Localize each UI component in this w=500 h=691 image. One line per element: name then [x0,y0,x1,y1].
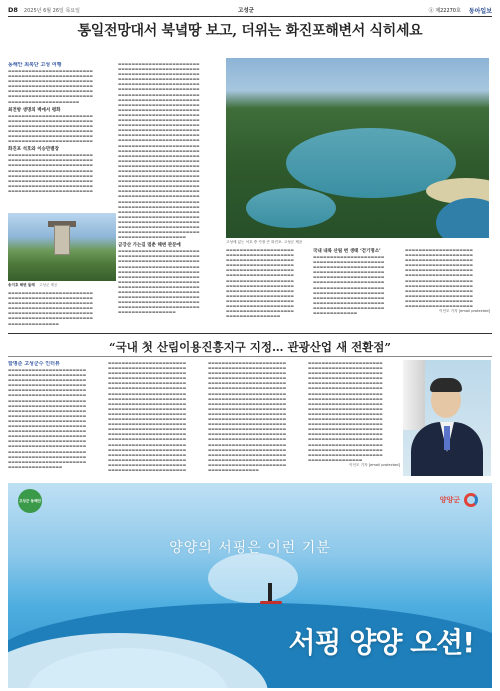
right-byline: 이인모 기자 [email protected] [439,309,490,314]
hwajinpo-lake-photo [226,58,489,238]
page-number: D8 [8,6,18,14]
middle-subhead: 금강산 가는길 멈춘 해변 관문에 [118,243,181,249]
middle-column [118,62,222,332]
left-body-2: ▬▬▬▬▬▬▬▬▬▬▬▬▬▬▬▬▬▬▬▬▬▬▬▬▬ ▬▬▬▬▬▬▬▬▬▬▬▬▬▬▬▬▬▬▬▬▬▬▬▬▬ ▬▬▬▬▬▬▬▬▬▬▬▬▬▬▬▬▬▬▬▬▬▬▬▬▬ ▬▬▬▬▬▬▬▬▬▬▬▬▬▬▬▬▬▬▬▬▬▬▬▬▬ ▬▬▬▬▬▬▬▬▬▬▬▬▬▬▬▬▬▬▬▬▬▬▬▬▬ ▬▬▬▬▬▬▬▬▬▬▬▬▬▬▬▬▬▬▬▬▬▬▬▬▬ [8,113,93,144]
middle-body-2: ▬▬▬▬▬▬▬▬▬▬▬▬▬▬▬▬▬▬▬▬▬▬▬▬ ▬▬▬▬▬▬▬▬▬▬▬▬▬▬▬▬▬▬▬▬▬▬▬▬ ▬▬▬▬▬▬▬▬▬▬▬▬▬▬▬▬▬▬▬▬▬▬▬▬ ▬▬▬▬▬▬▬▬▬▬▬▬▬▬▬▬▬▬▬▬▬▬▬▬ ▬▬▬▬▬▬▬▬▬▬▬▬▬▬▬▬▬▬▬▬▬▬▬▬ ▬▬▬▬▬▬▬▬▬▬▬▬▬▬▬▬▬▬▬▬▬▬▬▬ ▬▬▬▬▬▬▬▬▬▬▬▬▬▬▬▬▬▬▬▬▬▬▬▬ ▬▬▬▬▬▬▬▬▬▬▬▬▬▬▬▬▬▬▬▬▬▬▬▬ ▬▬▬▬▬▬▬▬▬▬▬▬▬▬▬▬▬▬▬▬▬▬▬▬ ▬▬▬▬▬▬▬▬▬▬▬▬▬▬▬▬▬▬▬▬▬▬▬▬ ▬▬▬▬▬▬▬▬▬▬▬▬▬▬▬▬▬▬▬▬▬▬▬▬ ▬▬▬▬▬▬▬▬▬▬▬▬▬▬▬▬▬▬▬▬▬▬▬▬ ▬▬▬▬▬▬▬▬▬▬▬▬▬▬▬▬▬ [118,249,200,315]
interview-col-4: ▬▬▬▬▬▬▬▬▬▬▬▬▬▬▬▬▬▬▬▬▬▬ ▬▬▬▬▬▬▬▬▬▬▬▬▬▬▬▬▬▬▬▬▬▬ ▬▬▬▬▬▬▬▬▬▬▬▬▬▬▬▬▬▬▬▬▬▬ ▬▬▬▬▬▬▬▬▬▬▬▬▬▬▬▬▬▬▬▬▬▬ ▬▬▬▬▬▬▬▬▬▬▬▬▬▬▬▬▬▬▬▬▬▬ ▬▬▬▬▬▬▬▬▬▬▬▬▬▬▬▬▬▬▬▬▬▬ ▬▬▬▬▬▬▬▬▬▬▬▬▬▬▬▬▬▬▬▬▬▬ ▬▬▬▬▬▬▬▬▬▬▬▬▬▬▬▬▬▬▬▬▬▬ ▬▬▬▬▬▬▬▬▬▬▬▬▬▬▬▬▬▬▬▬▬▬ ▬▬▬▬▬▬▬▬▬▬▬▬▬▬▬▬▬▬▬▬▬▬ ▬▬▬▬▬▬▬▬▬▬▬▬▬▬▬▬▬▬▬▬▬▬ ▬▬▬▬▬▬▬▬▬▬▬▬▬▬▬▬▬▬▬▬▬▬ ▬▬▬▬▬▬▬▬▬▬▬▬▬▬▬▬▬▬▬▬▬▬ ▬▬▬▬▬▬▬▬▬▬▬▬▬▬▬▬▬▬▬▬▬▬ ▬▬▬▬▬▬▬▬▬▬▬▬▬▬▬▬▬▬▬▬▬▬ ▬▬▬▬▬▬▬▬▬▬▬▬▬▬▬▬▬▬▬▬▬▬ ▬▬▬▬▬▬▬▬▬▬▬▬▬▬▬▬▬▬▬▬▬▬ ▬▬▬▬▬▬▬▬▬▬▬▬▬▬▬▬▬▬▬▬▬▬ ▬▬▬▬▬▬▬▬▬▬▬▬▬▬▬▬▬▬▬▬▬▬ ▬▬▬▬▬▬▬▬▬▬▬▬▬▬▬▬ 이인모 기자 [email protected] [308,361,400,467]
interview-kicker: 함명준 고성군수 인터뷰 [8,361,60,367]
section-title: 고성군 [238,8,254,14]
left-body-3: ▬▬▬▬▬▬▬▬▬▬▬▬▬▬▬▬▬▬▬▬▬▬▬▬▬ ▬▬▬▬▬▬▬▬▬▬▬▬▬▬▬▬▬▬▬▬▬▬▬▬▬ ▬▬▬▬▬▬▬▬▬▬▬▬▬▬▬▬▬▬▬▬▬▬▬▬▬ ▬▬▬▬▬▬▬▬▬▬▬▬▬▬▬▬▬▬▬▬▬▬▬▬▬ ▬▬▬▬▬▬▬▬▬▬▬▬▬▬▬▬▬▬▬▬▬▬▬▬▬ ▬▬▬▬▬▬▬▬▬▬▬▬▬▬▬▬▬▬▬▬▬▬▬▬▬ ▬▬▬▬▬▬▬▬▬▬▬▬▬▬▬▬▬▬▬▬▬▬▬▬▬ ▬▬▬▬▬▬▬▬▬▬▬▬▬▬▬▬▬▬▬▬▬▬▬▬▬ [8,153,93,193]
left-subhead-1: 최전방 생명의 벽에서 평화 [8,107,61,113]
observatory-photo [8,213,116,281]
interview-rule [8,356,492,357]
interview-col-2: ▬▬▬▬▬▬▬▬▬▬▬▬▬▬▬▬▬▬▬▬▬▬▬ ▬▬▬▬▬▬▬▬▬▬▬▬▬▬▬▬▬▬▬▬▬▬▬ ▬▬▬▬▬▬▬▬▬▬▬▬▬▬▬▬▬▬▬▬▬▬▬ ▬▬▬▬▬▬▬▬▬▬▬▬▬▬▬▬▬▬▬▬▬▬▬ ▬▬▬▬▬▬▬▬▬▬▬▬▬▬▬▬▬▬▬▬▬▬▬ ▬▬▬▬▬▬▬▬▬▬▬▬▬▬▬▬▬▬▬▬▬▬▬ ▬▬▬▬▬▬▬▬▬▬▬▬▬▬▬▬▬▬▬▬▬▬▬ ▬▬▬▬▬▬▬▬▬▬▬▬▬▬▬▬▬▬▬▬▬▬▬ ▬▬▬▬▬▬▬▬▬▬▬▬▬▬▬▬▬▬▬▬▬▬▬ ▬▬▬▬▬▬▬▬▬▬▬▬▬▬▬▬▬▬▬▬▬▬▬ ▬▬▬▬▬▬▬▬▬▬▬▬▬▬▬▬▬▬▬▬▬▬▬ ▬▬▬▬▬▬▬▬▬▬▬▬▬▬▬▬▬▬▬▬▬▬▬ ▬▬▬▬▬▬▬▬▬▬▬▬▬▬▬▬▬▬▬▬▬▬▬ ▬▬▬▬▬▬▬▬▬▬▬▬▬▬▬▬▬▬▬▬▬▬▬ ▬▬▬▬▬▬▬▬▬▬▬▬▬▬▬▬▬▬▬▬▬▬▬ ▬▬▬▬▬▬▬▬▬▬▬▬▬▬▬▬▬▬▬▬▬▬▬ ▬▬▬▬▬▬▬▬▬▬▬▬▬▬▬▬▬▬▬▬▬▬▬ ▬▬▬▬▬▬▬▬▬▬▬▬▬▬▬▬▬▬▬▬▬▬▬ ▬▬▬▬▬▬▬▬▬▬▬▬▬▬▬▬▬▬▬▬▬▬▬ ▬▬▬▬▬▬▬▬▬▬▬▬▬▬▬▬▬▬▬▬▬▬▬ ▬▬▬▬▬▬▬▬▬▬▬▬▬▬▬▬▬▬▬▬▬▬▬ ▬▬▬▬▬▬▬▬▬▬▬▬▬▬▬▬▬▬▬▬▬▬▬ [108,361,187,472]
left-kicker: 동해안 최북단 고성 여행 [8,62,62,68]
header-rule [8,16,492,17]
right-subhead: 국내 내륙 산림 변 생태 ‘걷기명소’ [313,249,381,254]
middle-body-1: ▬▬▬▬▬▬▬▬▬▬▬▬▬▬▬▬▬▬▬▬▬▬▬▬ ▬▬▬▬▬▬▬▬▬▬▬▬▬▬▬▬▬▬▬▬▬▬▬▬ ▬▬▬▬▬▬▬▬▬▬▬▬▬▬▬▬▬▬▬▬▬▬▬▬ ▬▬▬▬▬▬▬▬▬▬▬▬▬▬▬▬▬▬▬▬▬▬▬▬ ▬▬▬▬▬▬▬▬▬▬▬▬▬▬▬▬▬▬▬▬▬▬▬▬ ▬▬▬▬▬▬▬▬▬▬▬▬▬▬▬▬▬▬▬▬▬▬▬▬ ▬▬▬▬▬▬▬▬▬▬▬▬▬▬▬▬▬▬▬▬▬▬▬▬ ▬▬▬▬▬▬▬▬▬▬▬▬▬▬▬▬▬▬▬▬▬▬▬▬ ▬▬▬▬▬▬▬▬▬▬▬▬▬▬▬▬▬▬▬▬▬▬▬▬ ▬▬▬▬▬▬▬▬▬▬▬▬▬▬▬▬▬▬▬▬▬▬▬▬ ▬▬▬▬▬▬▬▬▬▬▬▬▬▬▬▬▬▬▬▬▬▬▬▬ ▬▬▬▬▬▬▬▬▬▬▬▬▬▬▬▬▬▬▬▬▬▬▬▬ ▬▬▬▬▬▬▬▬▬▬▬▬▬▬▬▬▬▬▬▬▬▬▬▬ ▬▬▬▬▬▬▬▬▬▬▬▬▬▬▬▬▬▬▬▬▬▬▬▬ ▬▬▬▬▬▬▬▬▬▬▬▬▬▬▬▬▬▬▬▬▬▬▬▬ ▬▬▬▬▬▬▬▬▬▬▬▬▬▬▬▬▬▬▬▬▬▬▬▬ ▬▬▬▬▬▬▬▬▬▬▬▬▬▬▬▬▬▬▬▬▬▬▬▬ ▬▬▬▬▬▬▬▬▬▬▬▬▬▬▬▬▬▬▬▬▬▬▬▬ ▬▬▬▬▬▬▬▬▬▬▬▬▬▬▬▬▬▬▬▬▬▬▬▬ ▬▬▬▬▬▬▬▬▬▬▬▬▬▬▬▬▬▬▬▬▬▬▬▬ ▬▬▬▬▬▬▬▬▬▬▬▬▬▬▬▬▬▬▬▬▬▬▬▬ ▬▬▬▬▬▬▬▬▬▬▬▬▬▬▬▬▬▬▬▬▬▬▬▬ ▬▬▬▬▬▬▬▬▬▬▬▬▬▬▬▬▬▬▬▬▬▬▬▬ ▬▬▬▬▬▬▬▬▬▬▬▬▬▬▬▬▬▬▬▬▬▬▬▬ ▬▬▬▬▬▬▬▬▬▬▬▬▬▬▬▬▬▬▬▬▬▬▬▬ ▬▬▬▬▬▬▬▬▬▬▬▬▬▬▬▬▬▬▬▬▬▬▬▬ ▬▬▬▬▬▬▬▬▬▬▬▬▬▬▬▬▬▬▬▬▬▬▬▬ ▬▬▬▬▬▬▬▬▬▬▬▬▬▬▬▬▬▬▬▬▬▬▬▬ ▬▬▬▬▬▬▬▬▬▬▬▬▬▬▬▬▬▬▬▬▬▬▬▬ ▬▬▬▬▬▬▬▬▬▬▬▬▬▬▬▬▬▬▬▬▬▬▬▬ ▬▬▬▬▬▬▬▬▬▬▬▬▬▬▬▬▬▬▬▬▬▬▬▬ ▬▬▬▬▬▬▬▬▬▬▬▬▬▬▬▬▬▬▬▬▬▬▬▬ ▬▬▬▬▬▬▬▬▬▬▬▬▬▬▬▬▬▬▬▬▬▬▬▬ ▬▬▬▬▬▬▬▬▬▬▬▬▬▬▬▬▬▬▬▬▬▬▬▬ ▬▬▬▬▬▬▬▬▬▬▬▬▬▬▬▬▬▬▬▬ [118,62,200,240]
main-headline: 통일전망대서 북녘땅 보고, 더위는 화진포해변서 식히세요 [77,23,423,39]
ad-emblem-icon: 고성군 동해안 [18,489,42,513]
interview-col-1: 함명준 고성군수 인터뷰 ▬▬▬▬▬▬▬▬▬▬▬▬▬▬▬▬▬▬▬▬▬▬▬ ▬▬▬▬▬▬▬▬▬▬▬▬▬▬▬▬▬▬▬▬▬▬▬ ▬▬▬▬▬▬▬▬▬▬▬▬▬▬▬▬▬▬▬▬▬▬▬ ▬▬▬▬▬▬▬▬▬▬▬▬▬▬▬▬▬▬▬▬▬▬▬ ▬▬▬▬▬▬▬▬▬▬▬▬▬▬▬▬▬▬▬▬▬▬▬ ▬▬▬▬▬▬▬▬▬▬▬▬▬▬▬▬▬▬▬▬▬▬▬ ▬▬▬▬▬▬▬▬▬▬▬▬▬▬▬▬▬▬▬▬▬▬▬ ▬▬▬▬▬▬▬▬▬▬▬▬▬▬▬▬▬▬▬▬▬▬▬ ▬▬▬▬▬▬▬▬▬▬▬▬▬▬▬▬▬▬▬▬▬▬▬ ▬▬▬▬▬▬▬▬▬▬▬▬▬▬▬▬▬▬▬▬▬▬▬ ▬▬▬▬▬▬▬▬▬▬▬▬▬▬▬▬▬▬▬▬▬▬▬ ▬▬▬▬▬▬▬▬▬▬▬▬▬▬▬▬▬▬▬▬▬▬▬ ▬▬▬▬▬▬▬▬▬▬▬▬▬▬▬▬▬▬▬▬▬▬▬ ▬▬▬▬▬▬▬▬▬▬▬▬▬▬▬▬▬▬▬▬▬▬▬ ▬▬▬▬▬▬▬▬▬▬▬▬▬▬▬▬▬▬▬▬▬▬▬ ▬▬▬▬▬▬▬▬▬▬▬▬▬▬▬▬▬▬▬▬▬▬▬ ▬▬▬▬▬▬▬▬▬▬▬▬▬▬▬▬▬▬▬▬▬▬▬ ▬▬▬▬▬▬▬▬▬▬▬▬▬▬▬▬▬▬▬▬▬▬▬ ▬▬▬▬▬▬▬▬▬▬▬▬▬▬▬▬▬▬▬▬▬▬▬ ▬▬▬▬▬▬▬▬▬▬▬▬▬▬▬▬ [8,361,87,469]
main-photo-caption: 고성에 있는 석호 중 가장 큰 화진포. 고성군 제공 [226,240,303,244]
yangyang-surfing-ad[interactable] [8,483,492,688]
issue-tag: Ⓐ 제22270호 [428,7,461,14]
left-column [8,62,114,210]
section-divider [8,333,492,334]
governor-portrait [403,360,491,476]
newspaper-name: 동아일보 [468,7,492,15]
interview-headline: “국내 첫 산림이용진흥지구 지정… 관광산업 새 전환점” [108,340,392,354]
below-photo-col-2: 국내 내륙 산림 변 생태 ‘걷기명소’ ▬▬▬▬▬▬▬▬▬▬▬▬▬▬▬▬▬▬▬▬▬ ▬▬▬▬▬▬▬▬▬▬▬▬▬▬▬▬▬▬▬▬▬ ▬▬▬▬▬▬▬▬▬▬▬▬▬▬▬▬▬▬▬▬▬ ▬▬▬▬▬▬▬▬▬▬▬▬▬▬▬▬▬▬▬▬▬ ▬▬▬▬▬▬▬▬▬▬▬▬▬▬▬▬▬▬▬▬▬ ▬▬▬▬▬▬▬▬▬▬▬▬▬▬▬▬▬▬▬▬▬ ▬▬▬▬▬▬▬▬▬▬▬▬▬▬▬▬▬▬▬▬▬ ▬▬▬▬▬▬▬▬▬▬▬▬▬▬▬▬▬▬▬▬▬ ▬▬▬▬▬▬▬▬▬▬▬▬▬▬▬▬▬▬▬▬▬ ▬▬▬▬▬▬▬▬▬▬▬▬▬▬▬▬▬▬▬▬▬ ▬▬▬▬▬▬▬▬▬▬▬▬▬▬▬▬▬▬▬▬▬ ▬▬▬▬▬▬▬▬▬▬▬▬▬ [313,248,401,332]
below-photo-col-3: ▬▬▬▬▬▬▬▬▬▬▬▬▬▬▬▬▬▬▬▬ ▬▬▬▬▬▬▬▬▬▬▬▬▬▬▬▬▬▬▬▬ ▬▬▬▬▬▬▬▬▬▬▬▬▬▬▬▬▬▬▬▬ ▬▬▬▬▬▬▬▬▬▬▬▬▬▬▬▬▬▬▬▬ ▬▬▬▬▬▬▬▬▬▬▬▬▬▬▬▬▬▬▬▬ ▬▬▬▬▬▬▬▬▬▬▬▬▬▬▬▬▬▬▬▬ ▬▬▬▬▬▬▬▬▬▬▬▬▬▬▬▬▬▬▬▬ ▬▬▬▬▬▬▬▬▬▬▬▬▬▬▬▬▬▬▬▬ ▬▬▬▬▬▬▬▬▬▬▬▬▬▬▬▬▬▬▬▬ ▬▬▬▬▬▬▬▬▬▬▬▬▬▬▬▬▬▬▬▬ ▬▬▬▬▬▬▬▬▬▬▬▬▬▬▬▬▬▬▬▬ ▬▬▬▬▬▬▬▬▬▬▬▬▬▬▬▬▬▬▬▬ 이인모 기자 [email protected] [405,248,490,314]
surfer-figure [268,583,272,601]
left-subhead-2: 화진포 석호와 이승만별장 [8,147,59,153]
yangyang-logo: 양양군 [440,493,478,507]
interview-col-3: ▬▬▬▬▬▬▬▬▬▬▬▬▬▬▬▬▬▬▬▬▬▬▬ ▬▬▬▬▬▬▬▬▬▬▬▬▬▬▬▬▬▬▬▬▬▬▬ ▬▬▬▬▬▬▬▬▬▬▬▬▬▬▬▬▬▬▬▬▬▬▬ ▬▬▬▬▬▬▬▬▬▬▬▬▬▬▬▬▬▬▬▬▬▬▬ ▬▬▬▬▬▬▬▬▬▬▬▬▬▬▬▬▬▬▬▬▬▬▬ ▬▬▬▬▬▬▬▬▬▬▬▬▬▬▬▬▬▬▬▬▬▬▬ ▬▬▬▬▬▬▬▬▬▬▬▬▬▬▬▬▬▬▬▬▬▬▬ ▬▬▬▬▬▬▬▬▬▬▬▬▬▬▬▬▬▬▬▬▬▬▬ ▬▬▬▬▬▬▬▬▬▬▬▬▬▬▬▬▬▬▬▬▬▬▬ ▬▬▬▬▬▬▬▬▬▬▬▬▬▬▬▬▬▬▬▬▬▬▬ ▬▬▬▬▬▬▬▬▬▬▬▬▬▬▬▬▬▬▬▬▬▬▬ ▬▬▬▬▬▬▬▬▬▬▬▬▬▬▬▬▬▬▬▬▬▬▬ ▬▬▬▬▬▬▬▬▬▬▬▬▬▬▬▬▬▬▬▬▬▬▬ ▬▬▬▬▬▬▬▬▬▬▬▬▬▬▬▬▬▬▬▬▬▬▬ ▬▬▬▬▬▬▬▬▬▬▬▬▬▬▬▬▬▬▬▬▬▬▬ ▬▬▬▬▬▬▬▬▬▬▬▬▬▬▬▬▬▬▬▬▬▬▬ ▬▬▬▬▬▬▬▬▬▬▬▬▬▬▬▬▬▬▬▬▬▬▬ ▬▬▬▬▬▬▬▬▬▬▬▬▬▬▬▬▬▬▬▬▬▬▬ ▬▬▬▬▬▬▬▬▬▬▬▬▬▬▬▬▬▬▬▬▬▬▬ ▬▬▬▬▬▬▬▬▬▬▬▬▬▬▬▬▬▬▬▬▬▬▬ ▬▬▬▬▬▬▬▬▬▬▬▬▬▬▬▬▬▬▬▬▬▬▬ ▬▬▬▬▬▬▬▬▬▬▬▬▬▬▬ [208,361,287,472]
page-header [8,4,492,16]
ad-slogan-1: 양양의 서핑은 이런 기분 [169,540,331,556]
below-photo-col-1: ▬▬▬▬▬▬▬▬▬▬▬▬▬▬▬▬▬▬▬▬ ▬▬▬▬▬▬▬▬▬▬▬▬▬▬▬▬▬▬▬▬ ▬▬▬▬▬▬▬▬▬▬▬▬▬▬▬▬▬▬▬▬ ▬▬▬▬▬▬▬▬▬▬▬▬▬▬▬▬▬▬▬▬ ▬▬▬▬▬▬▬▬▬▬▬▬▬▬▬▬▬▬▬▬ ▬▬▬▬▬▬▬▬▬▬▬▬▬▬▬▬▬▬▬▬ ▬▬▬▬▬▬▬▬▬▬▬▬▬▬▬▬▬▬▬▬ ▬▬▬▬▬▬▬▬▬▬▬▬▬▬▬▬▬▬▬▬ ▬▬▬▬▬▬▬▬▬▬▬▬▬▬▬▬▬▬▬▬ ▬▬▬▬▬▬▬▬▬▬▬▬▬▬▬▬▬▬▬▬ ▬▬▬▬▬▬▬▬▬▬▬▬▬▬▬▬▬▬▬▬ ▬▬▬▬▬▬▬▬▬▬▬▬▬▬▬▬▬▬▬▬ ▬▬▬▬▬▬▬▬▬▬▬▬▬▬▬▬▬▬▬▬ ▬▬▬▬▬▬▬▬▬▬▬▬▬▬▬▬ [226,248,294,319]
ad-slogan-2: 서핑 양양 오션! [288,626,474,659]
left-body-1: ▬▬▬▬▬▬▬▬▬▬▬▬▬▬▬▬▬▬▬▬▬▬▬▬▬ ▬▬▬▬▬▬▬▬▬▬▬▬▬▬▬▬▬▬▬▬▬▬▬▬▬ ▬▬▬▬▬▬▬▬▬▬▬▬▬▬▬▬▬▬▬▬▬▬▬▬▬ ▬▬▬▬▬▬▬▬▬▬▬▬▬▬▬▬▬▬▬▬▬▬▬▬▬ ▬▬▬▬▬▬▬▬▬▬▬▬▬▬▬▬▬▬▬▬▬▬▬▬▬ ▬▬▬▬▬▬▬▬▬▬▬▬▬▬▬▬▬▬▬▬▬▬▬▬▬ ▬▬▬▬▬▬▬▬▬▬▬▬▬▬▬▬▬▬▬▬▬ [8,69,93,104]
left-column-lower: ▬▬▬▬▬▬▬▬▬▬▬▬▬▬▬▬▬▬▬▬▬▬▬▬▬ ▬▬▬▬▬▬▬▬▬▬▬▬▬▬▬▬▬▬▬▬▬▬▬▬▬ ▬▬▬▬▬▬▬▬▬▬▬▬▬▬▬▬▬▬▬▬▬▬▬▬▬ ▬▬▬▬▬▬▬▬▬▬▬▬▬▬▬▬▬▬▬▬▬▬▬▬▬ ▬▬▬▬▬▬▬▬▬▬▬▬▬▬▬▬▬▬▬▬▬▬▬▬▬ ▬▬▬▬▬▬▬▬▬▬▬▬▬▬▬▬▬▬▬▬▬▬▬▬▬ ▬▬▬▬▬▬▬▬▬▬▬▬▬▬▬ [8,291,93,326]
issue-date: 2025년 6월 26일 목요일 [23,7,80,14]
logo-mark-icon [464,493,478,507]
observatory-caption: 송지호 해변 둘레 고성군 제공 [8,283,58,287]
surfboard [260,601,282,604]
interview-byline: 이인모 기자 [email protected] [349,462,400,467]
